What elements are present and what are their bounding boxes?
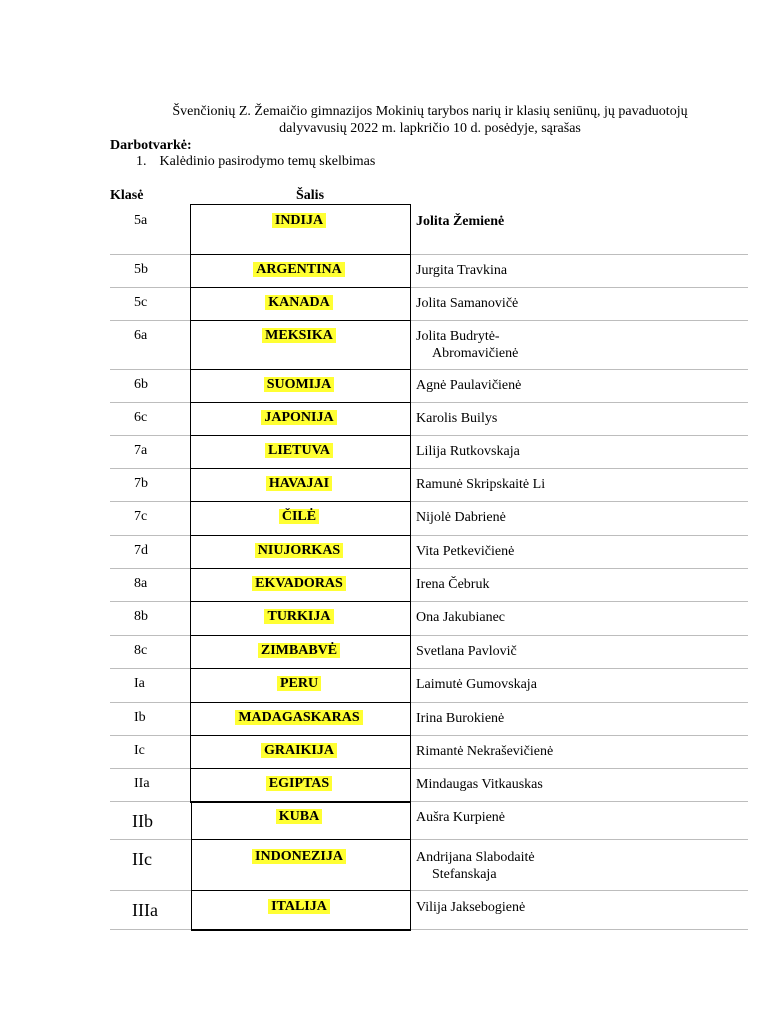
row-class: Ia [134,676,145,691]
row-class: 6a [134,328,148,343]
column-header-class: Klasė [110,188,144,203]
country-cell-divider [191,929,410,930]
row-country: INDIJA [272,213,326,228]
table-row [110,569,748,602]
table-row [110,255,748,288]
document-title-line-2: dalyvavusių 2022 m. lapkričio 10 d. posėdyje, sąrašas [279,121,581,136]
table-row [110,736,748,769]
row-class: IIc [132,849,152,869]
agenda-item-number: 1. [136,154,147,169]
table-row [110,469,748,502]
row-name-continuation: Stefanskaja [432,867,497,882]
row-name: Nijolė Dabrienė [416,510,506,525]
column-header-country: Šalis [296,188,325,203]
table-row [110,840,748,891]
row-name: Rimantė Nekraševičienė [416,744,554,759]
row-country: ITALIJA [268,899,330,914]
row-name: Aušra Kurpienė [416,810,506,825]
row-class: IIIa [132,900,158,920]
table-row [110,370,748,403]
row-name: Jurgita Travkina [416,263,508,278]
row-class: IIa [134,776,150,791]
table-row [110,321,748,370]
row-country: EGIPTAS [266,776,332,791]
row-class: 7d [134,543,148,558]
row-country: ČILĖ [279,509,319,524]
row-name: Mindaugas Vitkauskas [416,777,543,792]
table-row [110,636,748,669]
row-country: LIETUVA [265,443,333,458]
row-name: Laimutė Gumovskaja [416,677,537,692]
row-class: 8c [134,643,148,658]
row-country: GRAIKIJA [261,743,337,758]
row-class: Ib [134,710,146,725]
row-country: KUBA [276,809,322,824]
row-name: Vilija Jaksebogienė [416,900,526,915]
row-name: Irina Burokienė [416,711,505,726]
table-row [110,436,748,469]
table-row [110,536,748,569]
row-name-continuation: Abromavičienė [432,346,519,361]
row-name: Vita Petkevičienė [416,544,515,559]
row-class: 8b [134,609,148,624]
row-class: 6b [134,377,148,392]
row-country: ZIMBABVĖ [258,643,340,658]
table-row [110,403,748,436]
table-row [110,602,748,636]
row-name: Ona Jakubianec [416,610,506,625]
row-class: 7a [134,443,148,458]
row-name: Svetlana Pavlovič [416,644,517,659]
table-row [110,204,748,255]
agenda-heading: Darbotvarkė: [110,138,192,153]
table-row [110,669,748,703]
row-name: Andrijana Slabodaitė [416,850,535,865]
row-country: PERU [277,676,321,691]
row-country: TURKIJA [264,609,333,624]
row-country: JAPONIJA [261,410,336,425]
row-country: SUOMIJA [264,377,335,392]
row-class: Ic [134,743,145,758]
row-name: Karolis Builys [416,411,498,426]
row-class: 5a [134,213,148,228]
table-row [110,288,748,321]
row-country: INDONEZIJA [252,849,346,864]
row-country: MEKSIKA [262,328,336,343]
row-country: EKVADORAS [252,576,346,591]
row-class: IIb [132,811,153,831]
agenda-item [136,154,375,170]
table-row [110,802,748,840]
row-name: Agnė Paulavičienė [416,378,522,393]
row-class: 8a [134,576,148,591]
document-title-line-1: Švenčionių Z. Žemaičio gimnazijos Mokinių tarybos narių ir klasių seniūnų, jų pavaduotojų [172,104,688,119]
row-name: Jolita Budrytė- [416,329,500,344]
row-class: 6c [134,410,148,425]
row-country: ARGENTINA [253,262,345,277]
table-row [110,891,748,930]
row-country: KANADA [265,295,332,310]
row-name: Ramunė Skripskaitė Li [416,477,546,492]
row-class: 5b [134,262,148,277]
table-row [110,703,748,736]
row-name: Lilija Rutkovskaja [416,444,520,459]
row-country: NIUJORKAS [255,543,343,558]
row-name: Irena Čebruk [416,577,490,592]
row-name: Jolita Žemienė [416,214,505,229]
row-name: Jolita Samanovičė [416,296,519,311]
table-row [110,502,748,536]
row-country: HAVAJAI [266,476,332,491]
row-class: 7b [134,476,148,491]
row-class: 5c [134,295,148,310]
row-country: MADAGASKARAS [235,710,362,725]
row-class: 7c [134,509,148,524]
table-row [110,769,748,802]
agenda-item-text: Kalėdinio pasirodymo temų skelbimas [159,154,376,169]
